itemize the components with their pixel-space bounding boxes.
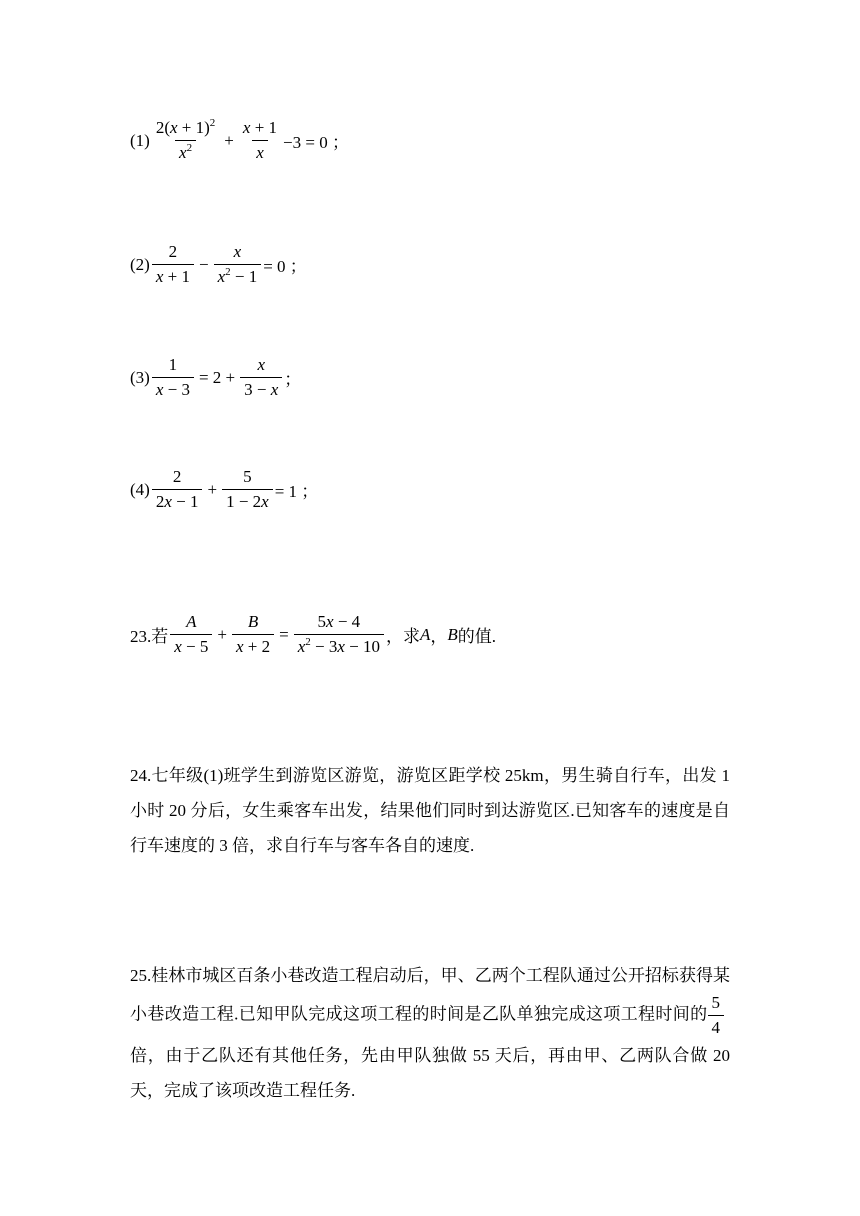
equation-3: [130, 355, 301, 400]
fraction-23a: $\frac{A}{x - 5}$: [170, 612, 212, 657]
q23-sep: ，: [430, 627, 448, 646]
q23-var-b: B: [447, 624, 458, 644]
fraction-25: [708, 993, 725, 1038]
label-1: (1): [130, 130, 150, 150]
q23-var-a: A: [420, 624, 431, 644]
label-2: (2): [130, 254, 150, 274]
fraction-4b: $\frac{5}{1 - 2x}$: [222, 467, 273, 512]
fraction-1a: $\frac{2(x + 1)^2}{x^2}$: [155, 117, 216, 162]
label-4: (4): [130, 479, 150, 499]
fraction-3b: $\frac{x}{3 - x}$: [240, 355, 282, 400]
fraction-2a: $\frac{2}{x + 1}$: [152, 242, 194, 287]
tail-3: ；: [284, 370, 302, 389]
fraction-23c: $\frac{5x - 4}{x^2 - 3x - 10}$: [294, 612, 384, 657]
q25-frac-den: 4: [708, 1015, 725, 1038]
q25-frac-num: 5: [711, 993, 720, 1012]
q23-prefix: 23.若: [130, 627, 169, 646]
question-24: 24.七年级(1)班学生到游览区游览，游览区距学校 25km，男生骑自行车，出发 1 小时 20 分后，女生乘客车出发，结果他们同时到达游览区.已知客车的速度是自行车速度的 3 倍，求自行车与客车各自的速度.: [130, 766, 730, 855]
tail-1: −3 = 0 ；: [283, 133, 349, 152]
label-3: (3): [130, 367, 150, 387]
equation-2: (2) $\frac{2}{x + 1}$ − $\frac{x}{x^2 - 1}$ = 0 ；: [130, 242, 307, 286]
fraction-1b: $\frac{x + 1}{x}$: [242, 118, 278, 162]
equation-4: (4) $\frac{2}{2x - 1}$ + $\frac{5}{1 - 2x}$ = 1 ；: [130, 467, 319, 511]
q25-line2: 倍，由于乙队还有其他任务，先由甲队独做 55 天后，再由甲、乙两队合做 20 天，完成了该项改造工程任务.: [130, 1046, 730, 1100]
fraction-2b: $\frac{x}{x^2 - 1}$: [214, 242, 262, 287]
fraction-23b: $\frac{B}{x + 2}$: [232, 612, 274, 657]
fraction-3a: $\frac{1}{x - 3}$: [152, 355, 194, 400]
question-23: 23.若 $\frac{A}{x - 5}$ + $\frac{B}{x + 2}$ = $\frac{5x - 4}{x^2 - 3x - 10}$ ，求 A ， B 的值.: [130, 612, 497, 656]
q23-suffix-b: 的值.: [457, 627, 497, 646]
tail-4: = 1 ；: [274, 482, 319, 501]
question-25: [130, 958, 730, 1108]
equation-1: (1) $\frac{2(x + 1)^2}{x^2}$ + $\frac{x + 1}{x}$ −3 = 0 ；: [130, 117, 349, 162]
q23-suffix-a: ，求: [386, 627, 420, 646]
tail-2: = 0 ；: [263, 257, 307, 276]
fraction-4a: $\frac{2}{2x - 1}$: [152, 467, 203, 512]
q25-line1: 25.桂林市城区百条小巷改造工程启动后，甲、乙两个工程队通过公开招标获得某小巷改造工程.已知甲队完成这项工程的时间是乙队单独完成这项工程时间的: [130, 966, 730, 1024]
mid-3: = 2 +: [198, 367, 236, 387]
